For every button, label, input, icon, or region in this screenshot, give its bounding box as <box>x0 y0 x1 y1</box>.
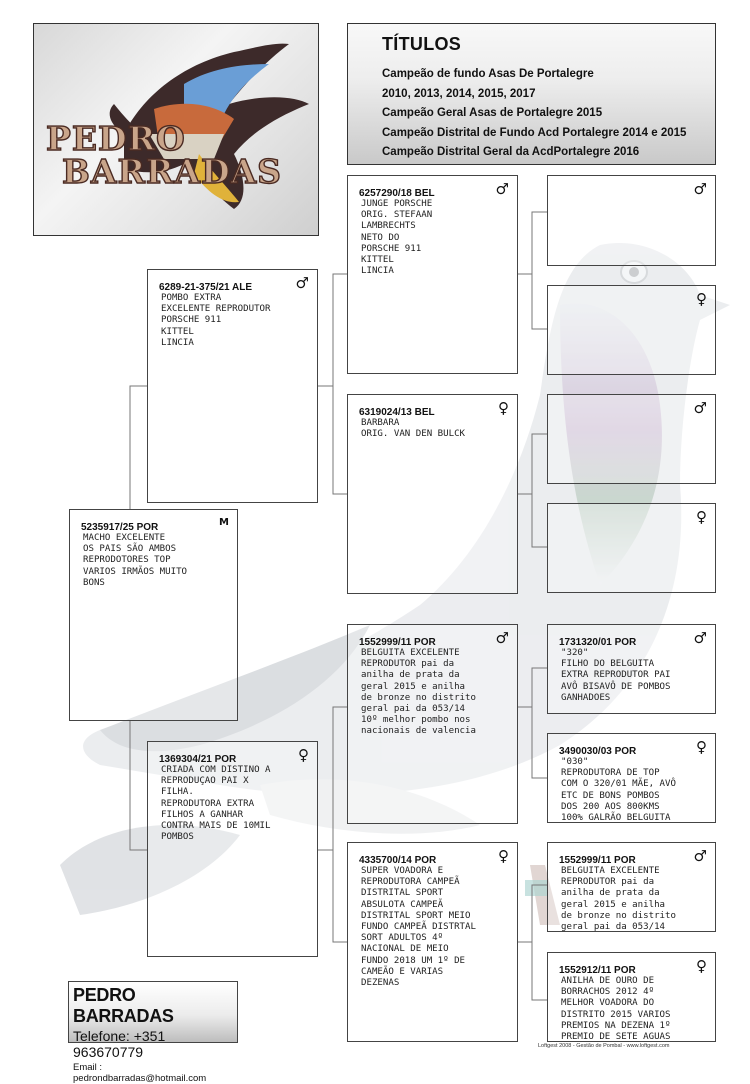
great-grandparent-card <box>547 733 716 823</box>
dam-card <box>147 741 318 957</box>
great-grandparent-card <box>547 394 716 484</box>
female-symbol-icon: ♀ <box>498 847 509 865</box>
title-line: Campeão Distrital Geral da AcdPortalegre 2016 <box>382 146 640 158</box>
dam-sire-description: BELGUITA EXCELENTE REPRODUTOR pai da anilha de prata da geral 2015 e anilha de bronze no distrito geral pai da 053/14 10º melhor pombo nos nacionais de valencia <box>361 648 476 737</box>
contact-email: Email : pedrondbarradas@hotmail.com <box>73 1062 207 1084</box>
male-symbol-icon: ♂ <box>693 629 707 647</box>
software-credit: Loftgest 2008 - Gestão de Pombal - www.loftgest.com <box>538 1043 670 1049</box>
sire-dam-card <box>347 394 518 594</box>
sire-ring-number: 6289-21-375/21 ALE <box>159 282 253 293</box>
sire-description: POMBO EXTRA EXCELENTE REPRODUTOR PORSCHE 911 KITTEL LINCIA <box>161 293 271 348</box>
male-symbol-icon: ♂ <box>693 847 707 865</box>
dam-description: CRIADA COM DISTINO A REPRODUÇAO PAI X FILHA. REPRODUTORA EXTRA FILHOS A GANHAR CONTRA MAIS DE 10MIL POMBOS <box>161 765 271 843</box>
contact-phone: Telefone: +351 963670779 <box>73 1028 166 1060</box>
logo-last-name: BARRADAS <box>62 152 283 191</box>
female-symbol-icon: ♀ <box>696 290 707 308</box>
female-symbol-icon: ♀ <box>696 957 707 975</box>
sire-dam-description: BARBARA ORIG. VAN DEN BULCK <box>361 418 466 440</box>
dam-dam-ring-number: 4335700/14 POR <box>359 855 437 866</box>
great-grandparent-description: "320" FILHO DO BELGUITA EXTRA REPRODUTOR PAI AVÔ BISAVÔ DE POMBOS GANHADOES <box>561 648 671 703</box>
great-grandparent-description: ANILHA DE OURO DE BORRACHOS 2012 4º MELHOR VOADORA DO DISTRITO 2015 VARIOS PREMIOS NA DEZENA 1º PREMIO DE SETE AGUAS <box>561 976 671 1043</box>
great-grandparent-card <box>547 285 716 375</box>
sire-card <box>147 269 318 503</box>
great-grandparent-card <box>547 952 716 1042</box>
contact-name: PEDRO BARRADAS <box>73 985 174 1026</box>
title-line: Campeão Geral Asas de Portalegre 2015 <box>382 107 603 119</box>
male-symbol-icon: ♂ <box>495 629 509 647</box>
female-symbol-icon: ♀ <box>498 399 509 417</box>
great-grandparent-card <box>547 624 716 714</box>
sire-sire-ring-number: 6257290/18 BEL <box>359 188 435 199</box>
logo-first-name: PEDRO <box>46 119 186 158</box>
male-symbol-icon: ♂ <box>295 274 309 292</box>
male-symbol-icon: ♂ <box>693 399 707 417</box>
dam-dam-card <box>347 842 518 1042</box>
female-symbol-icon: ♀ <box>696 508 707 526</box>
pigeon-card <box>69 509 238 721</box>
title-line: Campeão de fundo Asas De Portalegre <box>382 68 594 80</box>
sire-dam-ring-number: 6319024/13 BEL <box>359 407 435 418</box>
male-symbol-icon: ♂ <box>495 180 509 198</box>
pigeon-description: MACHO EXCELENTE OS PAIS SÃO AMBOS REPRODOTORES TOP VARIOS IRMÃOS MUITO BONS <box>83 533 188 588</box>
title-line: 2010, 2013, 2014, 2015, 2017 <box>382 87 536 100</box>
contact-panel <box>68 981 238 1084</box>
pigeon-ring-number: 5235917/25 POR <box>81 522 159 533</box>
great-grandparent-description: BELGUITA EXCELENTE REPRODUTOR pai da anilha de prata da geral 2015 e anilha de bronze no distrito geral pai da 053/14 <box>561 866 676 933</box>
great-grandparent-description: "030" REPRODUTORA DE TOP COM O 320/01 MÃE, AVÔ ETC DE BONS POMBOS DOS 200 AOS 800KMS 100% GALRÃO BELGUITA <box>561 757 676 824</box>
female-symbol-icon: ♀ <box>298 746 309 764</box>
great-grandparent-card <box>547 175 716 266</box>
male-symbol-icon: ♂ <box>693 180 707 198</box>
dam-dam-description: SUPER VOADORA E REPRODUTORA CAMPEÃ DISTRITAL SPORT ABSULOTA CAMPEÃ DISTRITAL SPORT MEIO FUNDO CAMPEÃ DISTRTAL SORT ADULTOS 4º NACIONAL DE MEIO FUNDO 2018 UM 1º DE CAMEÃO E VARIAS DEZENAS <box>361 866 476 989</box>
dam-sire-card <box>347 624 518 824</box>
pigeon-sex-label: M <box>219 517 229 528</box>
great-grandparent-ring-number: 1731320/01 POR <box>559 637 637 648</box>
dam-sire-ring-number: 1552999/11 POR <box>359 637 436 648</box>
titles-heading: TÍTULOS <box>382 34 462 54</box>
great-grandparent-card <box>547 842 716 932</box>
great-grandparent-ring-number: 1552999/11 POR <box>559 855 636 866</box>
dam-ring-number: 1369304/21 POR <box>159 754 237 765</box>
title-line: Campeão Distrital de Fundo Acd Portalegre 2014 e 2015 <box>382 126 687 139</box>
sire-sire-card <box>347 175 518 374</box>
great-grandparent-card <box>547 503 716 593</box>
female-symbol-icon: ♀ <box>696 738 707 756</box>
sire-sire-description: JUNGE PORSCHE ORIG. STEFAAN LAMBRECHTS NETO DO PORSCHE 911 KITTEL LINCIA <box>361 199 433 277</box>
great-grandparent-ring-number: 1552912/11 POR <box>559 965 636 976</box>
great-grandparent-ring-number: 3490030/03 POR <box>559 746 637 757</box>
